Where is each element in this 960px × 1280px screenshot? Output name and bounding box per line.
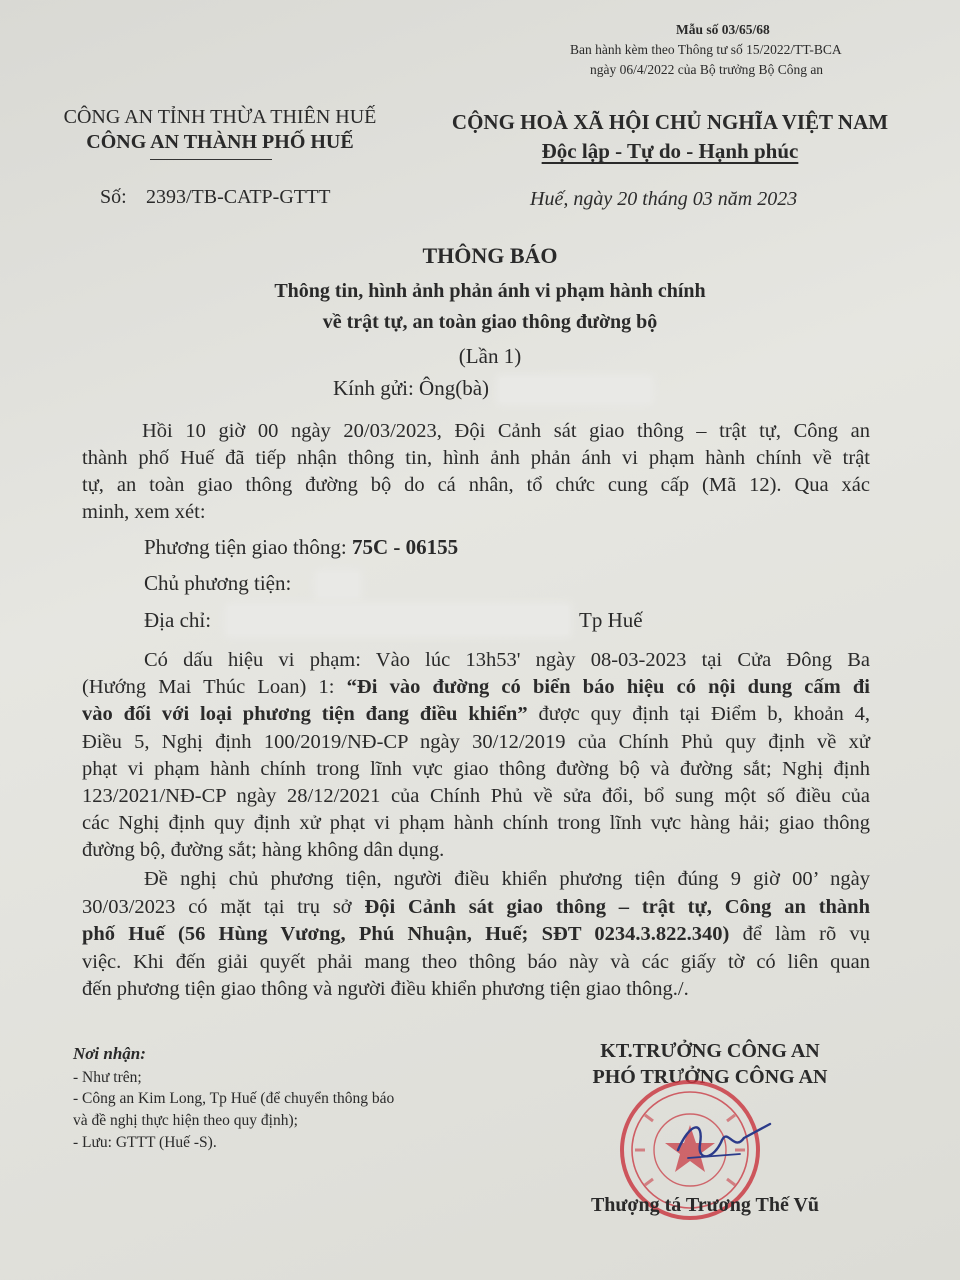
vehicle-row	[144, 535, 458, 560]
request-line: việc. Khi đến giải quyết phải mang theo thông báo này và các giấy tờ có liên quan	[82, 950, 870, 973]
form-issued-line-1: Ban hành kèm theo Thông tư số 15/2022/TT-BCA	[570, 42, 842, 57]
violation-line	[82, 701, 870, 728]
form-issued-line-2: ngày 06/4/2022 của Bộ trưởng Bộ Công an	[590, 62, 824, 77]
addressee-label: Kính gửi: Ông(bà)	[333, 376, 490, 400]
agency-line-2: CÔNG AN THÀNH PHỐ HUẾ	[86, 131, 354, 153]
address-suffix: Tp Huế	[579, 608, 643, 632]
violation-line	[82, 674, 870, 701]
form-number: Mẫu số 03/65/68	[676, 22, 770, 37]
vehicle-plate: 75C - 06155	[351, 535, 459, 559]
request-line	[82, 894, 870, 922]
recipients-title: Nơi nhận:	[73, 1044, 146, 1063]
request-bold: phố Huế (56 Hùng Vương, Phú Nhuận, Huế; SĐT 0234.3.822.340)	[82, 923, 730, 945]
nation-title: CỘNG HOÀ XÃ HỘI CHỦ NGHĨA VIỆT NAM	[451, 110, 889, 134]
ref-number: 2393/TB-CATP-GTTT	[146, 186, 331, 208]
intro-line: thành phố Huế đã tiếp nhận thông tin, hình ảnh phản ánh vi phạm hành chính về trật	[82, 447, 870, 469]
violation-quote: “Đi vào đường có biển báo hiệu có nội dung cấm đi	[346, 676, 871, 699]
request-text: để làm rõ vụ	[729, 923, 870, 945]
recipient-item: - Lưu: GTTT (Huế -S).	[73, 1134, 217, 1151]
doc-title: THÔNG BÁO	[422, 243, 558, 268]
violation-text: được quy định tại Điểm b, khoản 4,	[527, 703, 870, 726]
signer-name: Thượng tá Trương Thế Vũ	[590, 1194, 820, 1216]
violation-line: 123/2021/NĐ-CP ngày 28/12/2021 của Chính Phủ về sửa đổi, bổ sung một số điều của	[82, 785, 870, 808]
violation-line: phạt vi phạm hành chính trong lĩnh vực giao thông đường bộ và đường sắt; Nghị định	[82, 757, 870, 780]
redacted-address	[228, 606, 568, 634]
agency-line-1: CÔNG AN TỈNH THỪA THIÊN HUẾ	[63, 106, 377, 128]
signer-role-1: KT.TRƯỞNG CÔNG AN	[600, 1040, 820, 1062]
request-line	[82, 921, 870, 949]
doc-subtitle-2: về trật tự, an toàn giao thông đường bộ	[322, 311, 658, 333]
violation-line: Điều 5, Nghị định 100/2019/NĐ-CP ngày 30/12/2019 của Chính Phủ quy định về xử	[82, 730, 870, 753]
request-line: đến phương tiện giao thông và người điều khiển phương tiện giao thông./.	[82, 978, 689, 1000]
recipient-item: và đề nghị thực hiện theo quy định);	[73, 1112, 298, 1129]
redacted-addressee	[500, 378, 650, 402]
date-line: Huế, ngày 20 tháng 03 năm 2023	[530, 188, 798, 210]
signer-role-2: PHÓ TRƯỞNG CÔNG AN	[592, 1066, 828, 1088]
request-bold: Đội Cảnh sát giao thông – trật tự, Công an thành	[364, 895, 870, 918]
violation-text: (Hướng Mai Thúc Loan) 1:	[82, 676, 347, 699]
intro-line: tự, an toàn giao thông đường bộ do cá nhân, tổ chức cung cấp (Mã 12). Qua xác	[82, 474, 870, 496]
address-label: Địa chỉ:	[144, 608, 212, 632]
redacted-owner	[318, 573, 358, 597]
recipient-item: - Công an Kim Long, Tp Huế (để chuyển thông báo	[73, 1090, 395, 1107]
request-paragraph	[82, 866, 870, 1004]
intro-line: minh, xem xét:	[82, 501, 206, 523]
ref-label: Số:	[100, 186, 127, 208]
violation-paragraph	[82, 647, 870, 865]
violation-line: đường bộ, đường sắt; hàng không dân dụng.	[82, 839, 445, 862]
request-line: Đề nghị chủ phương tiện, người điều khiển phương tiện đúng 9 giờ 00’ ngày	[144, 868, 870, 890]
violation-quote: vào đối với loại phương tiện đang điều khiển”	[82, 703, 528, 726]
nation-motto: Độc lập - Tự do - Hạnh phúc	[541, 139, 799, 163]
agency-underline	[150, 159, 272, 160]
intro-line: Hồi 10 giờ 00 ngày 20/03/2023, Đội Cảnh sát giao thông – trật tự, Công an	[142, 420, 870, 442]
violation-line: Có dấu hiệu vi phạm: Vào lúc 13h53' ngày 08-03-2023 tại Cửa Đông Ba	[144, 649, 870, 671]
vehicle-label: Phương tiện giao thông:	[144, 535, 347, 559]
owner-label: Chủ phương tiện:	[144, 571, 292, 595]
doc-round: (Lần 1)	[458, 344, 522, 368]
recipient-item: - Như trên;	[73, 1069, 142, 1086]
violation-line: các Nghị định quy định xử phạt vi phạm hành chính trong lĩnh vực hàng hải; giao thông	[82, 812, 870, 835]
handwritten-signature	[670, 1110, 780, 1180]
intro-paragraph	[82, 418, 870, 526]
doc-subtitle-1: Thông tin, hình ảnh phản ánh vi phạm hành chính	[274, 280, 706, 302]
request-text: 30/03/2023 có mặt tại trụ sở	[82, 895, 365, 918]
